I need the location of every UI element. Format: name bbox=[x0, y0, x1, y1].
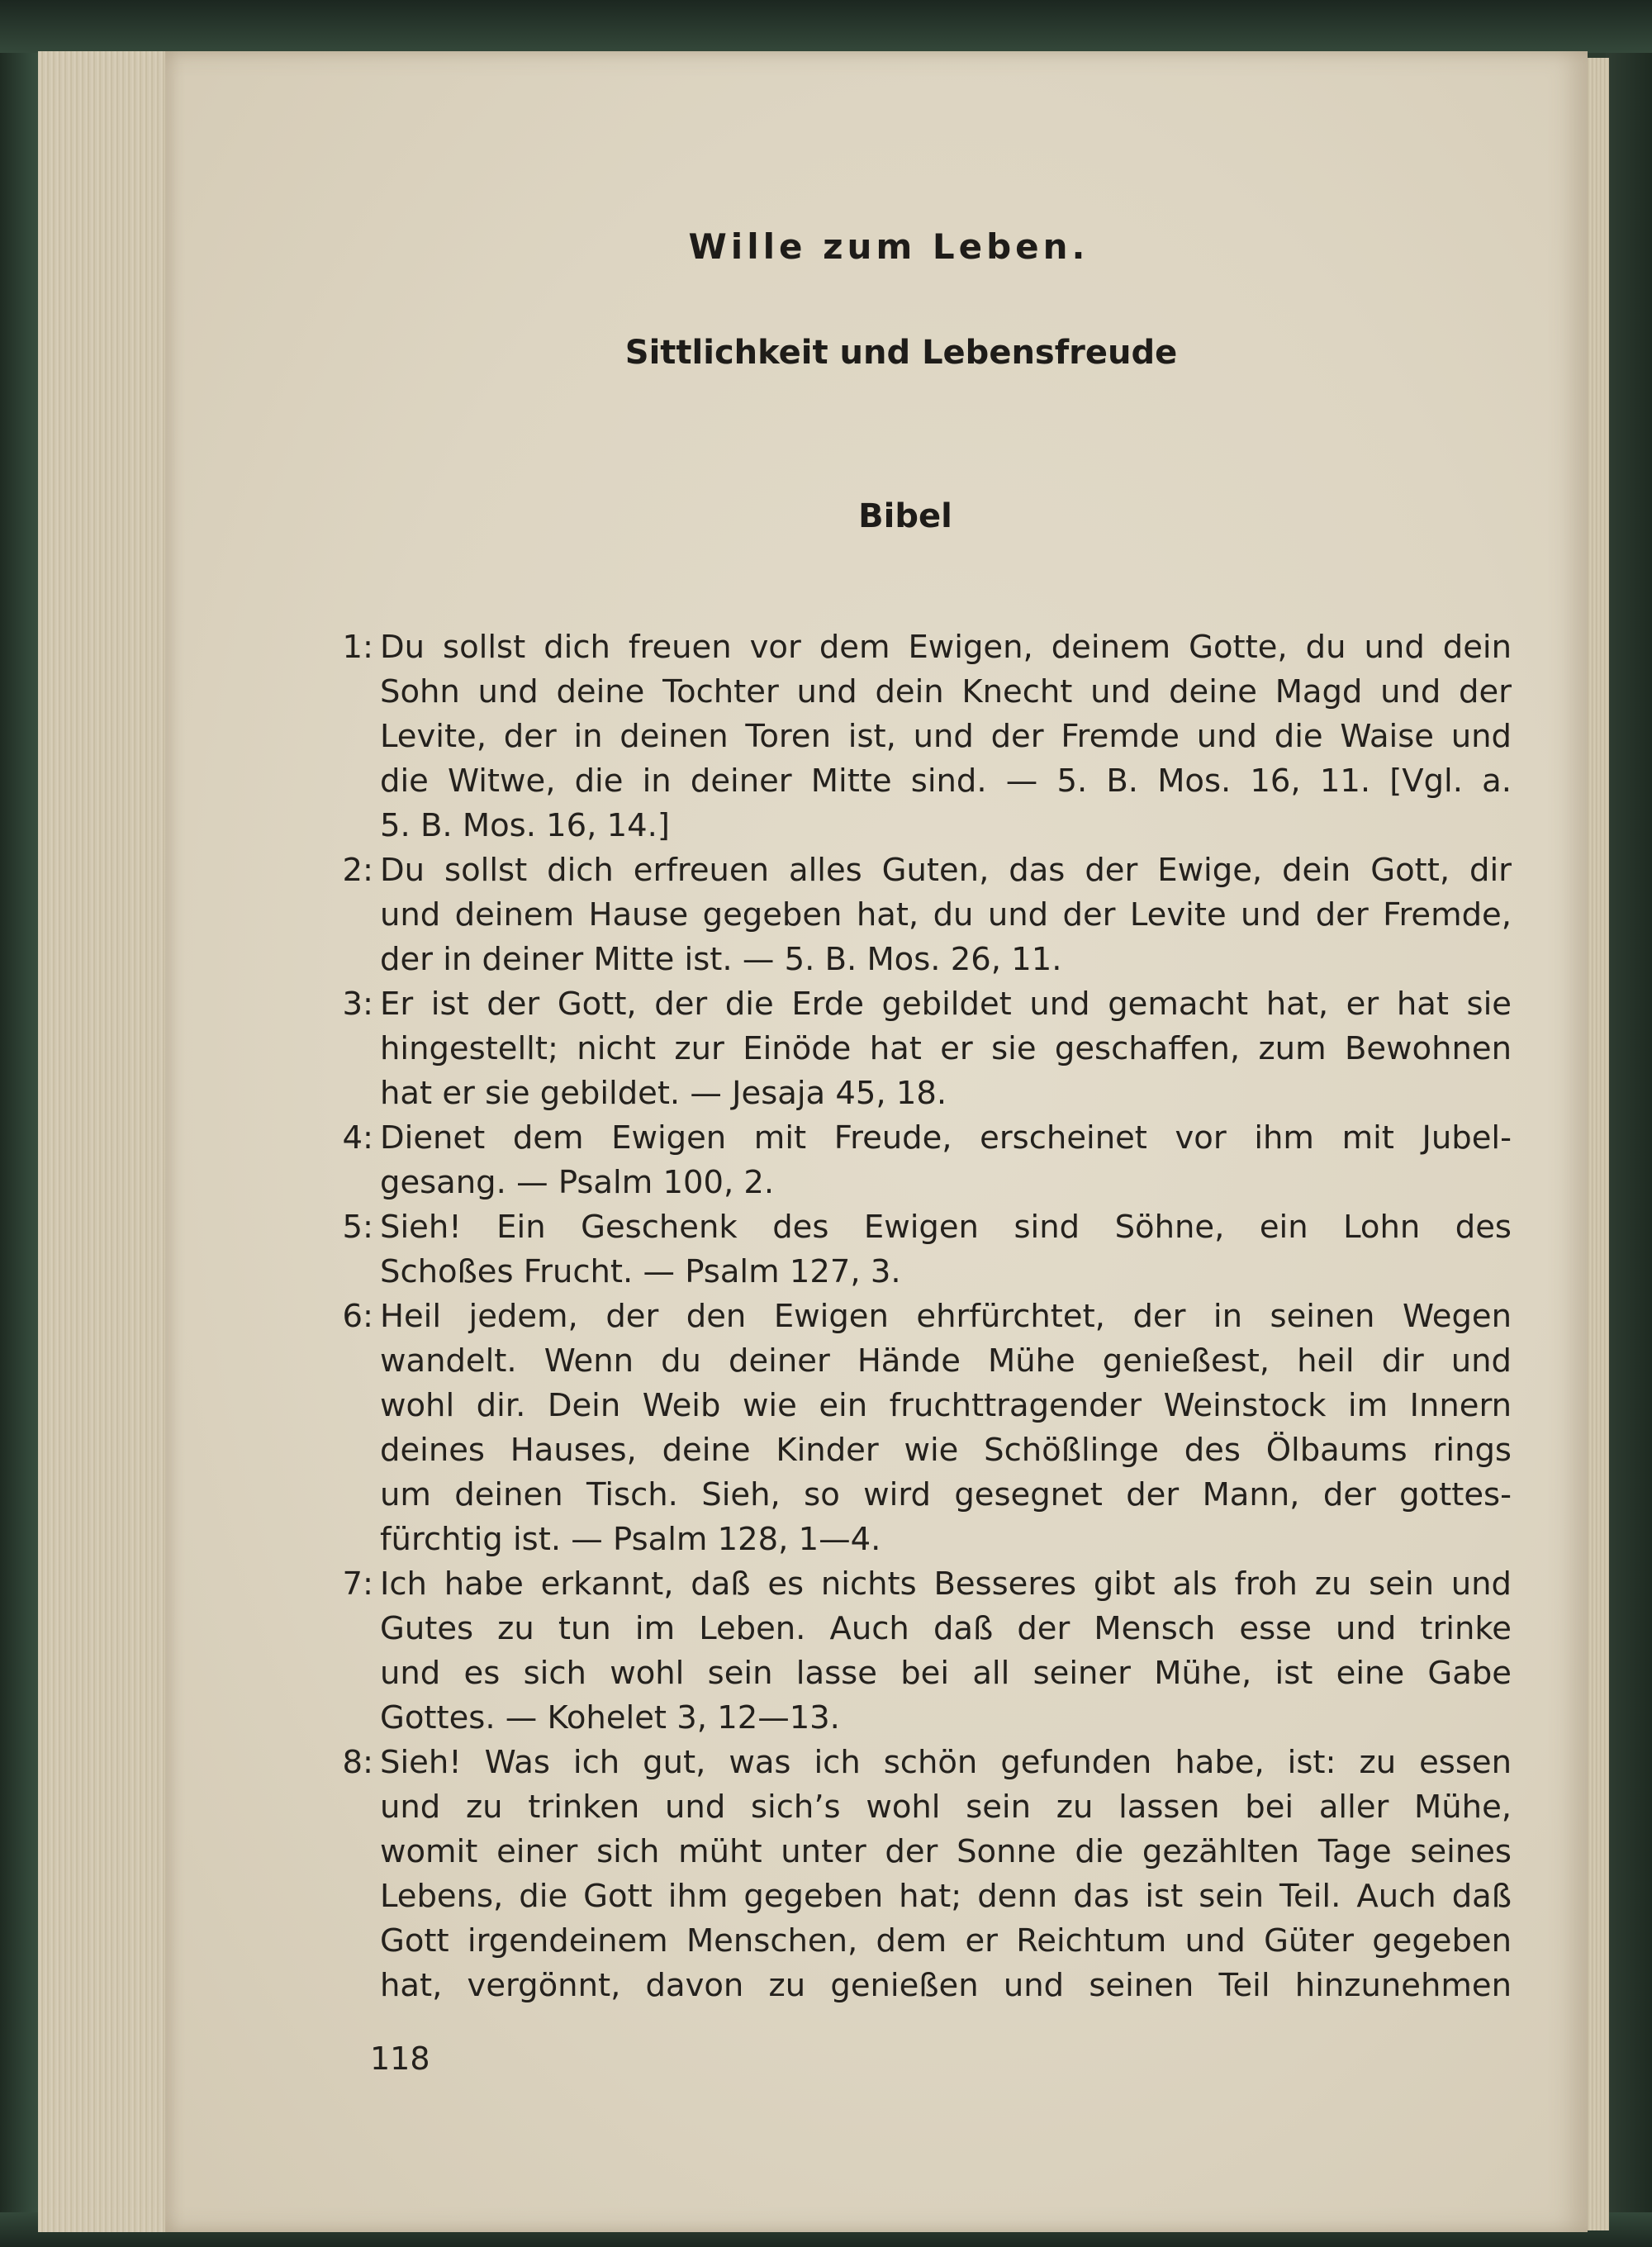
verse-line: Sieh! Ein Geschenk des Ewigen sind Söhne, ein Lohn des bbox=[380, 1209, 1512, 1246]
verse-item bbox=[342, 1205, 1512, 1295]
verse-line: Heil jedem, der den Ewigen ehrfürchtet, der in seinen Wegen bbox=[380, 1298, 1512, 1335]
verse-line: Sieh! Was ich gut, was ich schön gefunden habe, ist: zu essen bbox=[380, 1744, 1512, 1781]
verse-item bbox=[342, 982, 1512, 1116]
verse-line: Er ist der Gott, der die Erde gebildet und gemacht hat, er hat sie bbox=[380, 986, 1512, 1023]
verse-number: 5: bbox=[342, 1209, 373, 1246]
page-stack-edge bbox=[38, 51, 178, 2232]
subhead-bibel: Bibel bbox=[858, 497, 952, 535]
page-stack-right-edge bbox=[1584, 58, 1609, 2230]
book-cover-right-edge bbox=[1606, 0, 1652, 2247]
verse-line: Gutes zu tun im Leben. Auch daß der Mensch esse und trinke bbox=[380, 1610, 1512, 1647]
verse-item bbox=[342, 625, 1512, 848]
verse-line: Du sollst dich freuen vor dem Ewigen, deinem Gotte, du und dein bbox=[380, 629, 1512, 666]
verse-line: 5. B. Mos. 16, 14.] bbox=[380, 807, 670, 844]
verse-line: und deinem Hause gegeben hat, du und der Levite und der Fremde, bbox=[380, 896, 1512, 933]
verse-number: 1: bbox=[342, 629, 373, 666]
verse-line: Dienet dem Ewigen mit Freude, erscheinet vor ihm mit Jubel- bbox=[380, 1119, 1512, 1157]
verse-line: womit einer sich müht unter der Sonne die gezählten Tage seines bbox=[380, 1833, 1512, 1870]
verse-item bbox=[342, 1116, 1512, 1205]
verse-list bbox=[342, 625, 1512, 2008]
verse-line: Schoßes Frucht. — Psalm 127, 3. bbox=[380, 1253, 901, 1290]
verse-number: 8: bbox=[342, 1744, 373, 1781]
page-number: 118 bbox=[370, 2040, 430, 2077]
verse-line: wohl dir. Dein Weib wie ein fruchttragender Weinstock im Innern bbox=[380, 1387, 1512, 1424]
verse-line: Levite, der in deinen Toren ist, und der Fremde und die Waise und bbox=[380, 718, 1512, 755]
verse-line: deines Hauses, deine Kinder wie Schößlinge des Ölbaums rings bbox=[380, 1432, 1512, 1469]
verse-item bbox=[342, 1562, 1512, 1741]
verse-line: Lebens, die Gott ihm gegeben hat; denn das ist sein Teil. Auch daß bbox=[380, 1878, 1512, 1915]
verse-line: gesang. — Psalm 100, 2. bbox=[380, 1164, 775, 1201]
book-cover-top-edge bbox=[0, 0, 1652, 53]
verse-number: 2: bbox=[342, 852, 373, 889]
verse-number: 6: bbox=[342, 1298, 373, 1335]
verse-item bbox=[342, 848, 1512, 982]
verse-item bbox=[342, 1295, 1512, 1562]
verse-line: hat er sie gebildet. — Jesaja 45, 18. bbox=[380, 1075, 947, 1112]
verse-line: Sohn und deine Tochter und dein Knecht und deine Magd und der bbox=[380, 673, 1512, 710]
verse-line: und zu trinken und sich’s wohl sein zu lassen bei aller Mühe, bbox=[380, 1789, 1512, 1826]
verse-line: und es sich wohl sein lasse bei all seiner Mühe, ist eine Gabe bbox=[380, 1655, 1512, 1692]
verse-line: um deinen Tisch. Sieh, so wird gesegnet der Mann, der gottes- bbox=[380, 1476, 1512, 1513]
verse-number: 7: bbox=[342, 1565, 373, 1603]
verse-line: der in deiner Mitte ist. — 5. B. Mos. 26, 11. bbox=[380, 941, 1062, 978]
verse-line: die Witwe, die in deiner Mitte sind. — 5. B. Mos. 16, 11. [Vgl. a. bbox=[380, 762, 1512, 800]
running-title: Wille zum Leben. bbox=[688, 226, 1089, 267]
verse-line: Du sollst dich erfreuen alles Guten, das der Ewige, dein Gott, dir bbox=[380, 852, 1512, 889]
book-page bbox=[165, 51, 1588, 2232]
verse-line: Gott irgendeinem Menschen, dem er Reichtum und Güter gegeben bbox=[380, 1922, 1512, 1960]
verse-line: Gottes. — Kohelet 3, 12—13. bbox=[380, 1699, 840, 1736]
verse-number: 4: bbox=[342, 1119, 373, 1157]
section-title: Sittlichkeit und Lebensfreude bbox=[624, 334, 1178, 372]
verse-line: fürchtig ist. — Psalm 128, 1—4. bbox=[380, 1521, 881, 1558]
verse-line: wandelt. Wenn du deiner Hände Mühe genießest, heil dir und bbox=[380, 1342, 1512, 1380]
verse-line: Ich habe erkannt, daß es nichts Besseres gibt als froh zu sein und bbox=[380, 1565, 1512, 1603]
verse-item bbox=[342, 1741, 1512, 2008]
verse-number: 3: bbox=[342, 986, 373, 1023]
verse-line: hingestellt; nicht zur Einöde hat er sie geschaffen, zum Bewohnen bbox=[380, 1030, 1512, 1067]
verse-line: hat, vergönnt, davon zu genießen und seinen Teil hinzunehmen bbox=[380, 1967, 1512, 2004]
